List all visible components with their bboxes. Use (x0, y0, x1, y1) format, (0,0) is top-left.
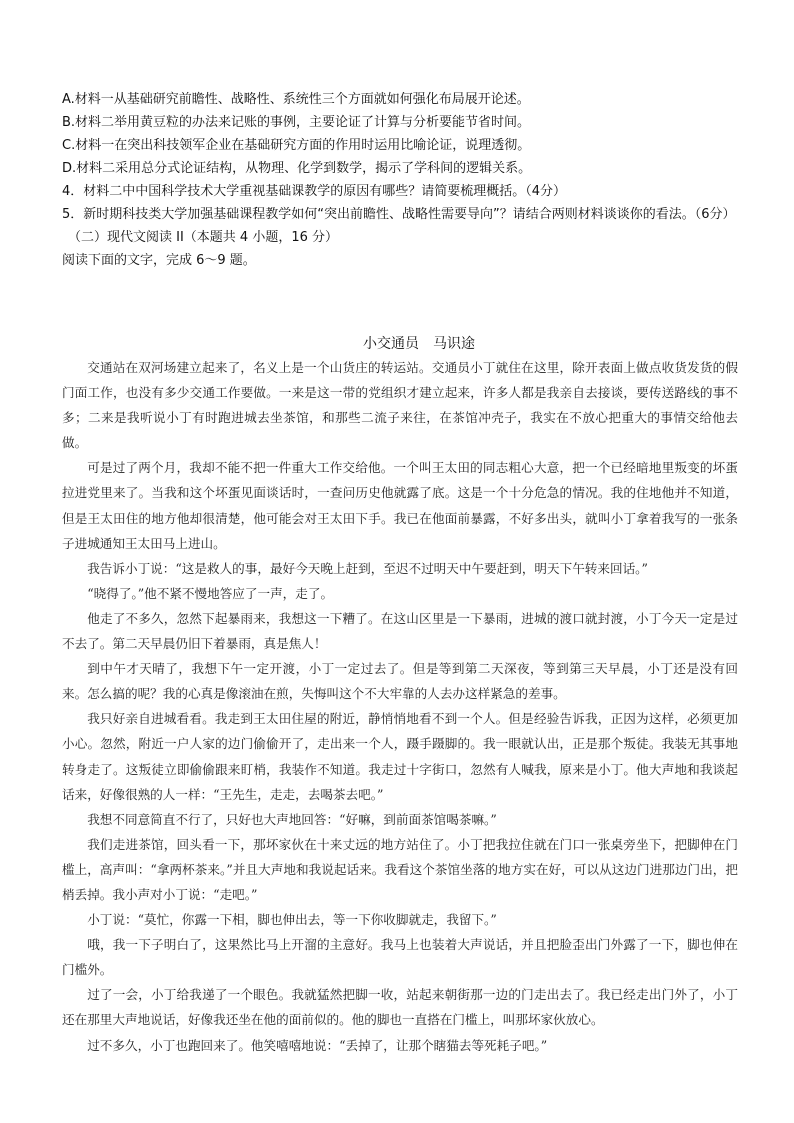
story-paragraph: 可是过了两个月，我却不能不把一件重大工作交给他。一个叫王太田的同志粗心大意，把一个已经暗地里叛变的坏蛋拉进党里来了。当我和这个坏蛋见面谈话时，一查问历史他就露了底。这是一个十分危急的情况。我的住地他并不知道，但是王太田住的地方他却很清楚，他可能会对王太田下手。我已在他面前暴露，不好多出头，就叫小丁拿着我写的一张条子进城通知王太田马上进山。 (62, 460, 738, 551)
option-b: B.材料二举用黄豆粒的办法来记账的事例，主要论证了计算与分析要能节省时间。 (62, 115, 531, 130)
story-paragraph: 交通站在双河场建立起来了，名义上是一个山货庄的转运站。交通员小丁就住在这里，除开表面上做点收货发货的假门面工作，也没有多少交通工作要做。一来是这一带的党组织才建立起来，许多人都是我亲自去接谈，要传送路线的事不多；二来是我听说小丁有时跑进城去坐茶馆，和那些二流子来往，在茶馆冲壳子，我实在不放心把重大的事情交给他去做。 (62, 360, 738, 451)
question-4: 4．材料二中中国科学技术大学重视基础课教学的原因有哪些？请简要梳理概括。（4分） (62, 184, 567, 199)
section-heading: （二）现代文阅读 II（本题共 4 小题，16 分） (68, 230, 339, 245)
question-5: 5．新时期科技类大学加强基础课程教学如何“突出前瞻性、战略性需要导向”？请结合两则材料谈谈你的看法。（6分） (62, 207, 736, 222)
story-paragraph: 哦，我一下子明白了，这果然比马上开溜的主意好。我马上也装着大声说话，并且把脸歪出门外露了一下，脚也伸在门槛外。 (62, 937, 738, 978)
story-paragraph: 我们走进茶馆，回头看一下，那坏家伙在十来丈远的地方站住了。小丁把我拉住就在门口一张桌旁坐下，把脚伸在门槛上，高声叫：“拿两杯茶来。”并且大声地和我说起话来。我看这个茶馆坐落的地方实在好，可以从这边门进那边门出，把梢丢掉。我小声对小丁说：“走吧。” (62, 836, 738, 902)
story-paragraph: 小丁说：“莫忙，你露一下相，脚也伸出去，等一下你收脚就走，我留下。” (87, 912, 497, 928)
option-d: D.材料二采用总分式论证结构，从物理、化学到数学，揭示了学科间的逻辑关系。 (62, 161, 532, 176)
story-title: 小交通员 马识途 (363, 336, 475, 352)
story-paragraph: 过不多久，小丁也跑回来了。他笑嘻嘻地说：“丢掉了，让那个瞎猫去等死耗子吧。” (87, 1037, 548, 1053)
story-paragraph: 我告诉小丁说：“这是救人的事，最好今天晚上赶到，至迟不过明天中午要赶到，明天下午转来回话。” (87, 560, 648, 576)
story-article (62, 333, 738, 1058)
story-paragraph: 他走了不多久，忽然下起暴雨来，我想这一下糟了。在这山区里是一下暴雨，进城的渡口就封渡，小丁今天一定是过不去了。第二天早晨仍旧下着暴雨，真是焦人！ (62, 610, 738, 652)
option-c: C.材料一在突出科技领军企业在基础研究方面的作用时运用比喻论证，说理透彻。 (62, 138, 531, 153)
story-paragraph: 我只好亲自进城看看。我走到王太田住屋的附近，静悄悄地看不到一个人。但是经验告诉我，正因为这样，必须更加小心。忽然，附近一户人家的边门偷偷开了，走出来一个人，蹑手蹑脚的。我一眼就认出，正是那个叛徒。我装无其事地转身走了。这叛徒立即偷偷跟来盯梢，我装作不知道。我走过十字街口，忽然有人喊我，原来是小丁。他大声地和我谈起话来，好像很熟的人一样：“王先生，走走，去喝茶去吧。” (62, 711, 738, 802)
option-a: A.材料一从基础研究前瞻性、战略性、系统性三个方面就如何强化布局展开论述。 (62, 92, 530, 107)
story-paragraph: 我想不同意简直不行了，只好也大声地回答：“好嘛，到前面茶馆喝茶嘛。” (87, 811, 497, 827)
reading-instruction: 阅读下面的文字，完成 6～9 题。 (62, 253, 256, 268)
story-paragraph: “晓得了。”他不紧不慢地答应了一声，走了。 (87, 585, 334, 601)
story-paragraph: 到中午才天晴了，我想下午一定开渡，小丁一定过去了。但是等到第二天深夜，等到第三天早晨，小丁还是没有回来。怎么搞的呢？我的心真是像滚油在煎，失悔叫这个不大牢靠的人去办这样紧急的差事。 (62, 661, 738, 702)
story-paragraph: 过了一会，小丁给我递了一个眼色。我就猛然把脚一收，站起来朝街那一边的门走出去了。我已经走出门外了，小丁还在那里大声地说话，好像我还坐在他的面前似的。他的脚也一直搭在门槛上，叫那坏家伙放心。 (62, 987, 738, 1028)
question-block (62, 88, 736, 272)
